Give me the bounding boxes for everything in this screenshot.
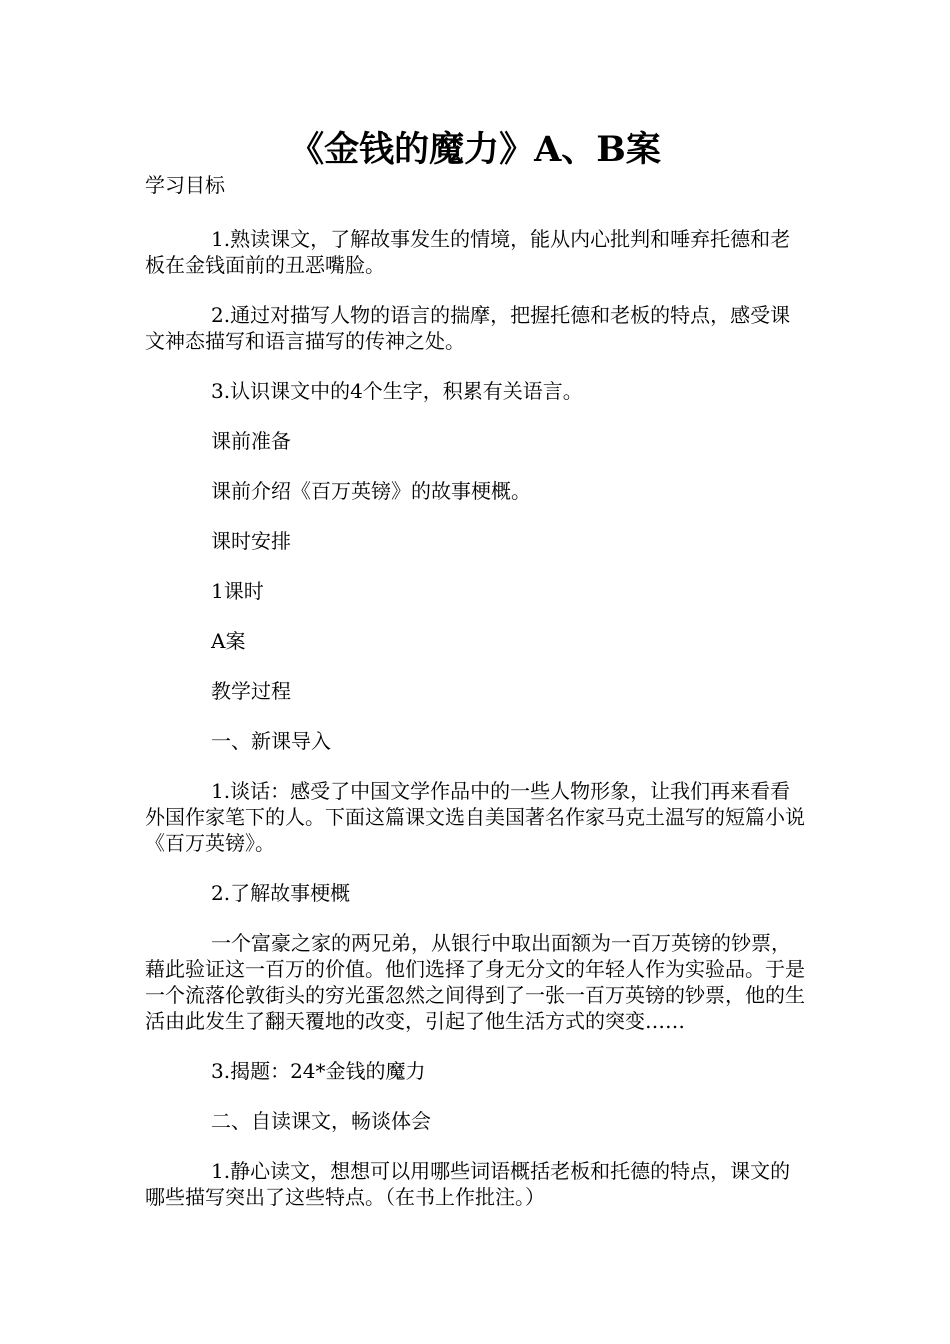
- section-heading-learning-goals: 学习目标: [145, 173, 225, 197]
- goal-paragraph-2: 2.通过对描写人物的语言的揣摩，把握托德和老板的特点，感受课文神态描写和语言描写的传神之处。: [145, 303, 791, 353]
- heading-schedule: 课时安排: [211, 529, 291, 553]
- intro-talk-paragraph: 1.谈话：感受了中国文学作品中的一些人物形象，让我们再来看看外国作家笔下的人。下面这篇课文选自美国著名作家马克土温写的短篇小说《百万英镑》。: [145, 779, 805, 855]
- heading-story-summary: 2.了解故事梗概: [211, 881, 351, 905]
- goal-paragraph-3: 3.认识课文中的4个生字，积累有关语言。: [211, 379, 583, 403]
- schedule-text: 1课时: [211, 579, 264, 603]
- heading-preparation: 课前准备: [211, 429, 291, 453]
- story-summary-paragraph: 一个富豪之家的两兄弟，从银行中取出面额为一百万英镑的钞票，藉此验证这一百万的价值。他们选择了身无分文的年轻人作为实验品。于是一个流落伦敦街头的穷光蛋忽然之间得到了一张一百万英镑的钞票，他的生活由此发生了翻天覆地的改变，引起了他生活方式的突变……: [145, 931, 805, 1033]
- heading-self-reading: 二、自读课文，畅谈体会: [211, 1109, 431, 1133]
- document-title: 《金钱的魔力》A、B案: [289, 129, 661, 170]
- heading-teaching-process: 教学过程: [211, 679, 291, 703]
- self-reading-paragraph: 1.静心读文，想想可以用哪些词语概括老板和托德的特点，课文的哪些描写突出了这些特点。（在书上作批注。）: [145, 1159, 791, 1209]
- reveal-title-line: 3.揭题：24*金钱的魔力: [211, 1059, 426, 1083]
- preparation-text: 课前介绍《百万英镑》的故事梗概。: [211, 479, 531, 503]
- heading-new-lesson-intro: 一、新课导入: [211, 729, 331, 753]
- document-body: [145, 172, 807, 1234]
- heading-plan-a: A案: [211, 629, 246, 653]
- goal-paragraph-1: 1.熟读课文，了解故事发生的情境，能从内心批判和唾弃托德和老板在金钱面前的丑恶嘴脸。: [145, 227, 791, 277]
